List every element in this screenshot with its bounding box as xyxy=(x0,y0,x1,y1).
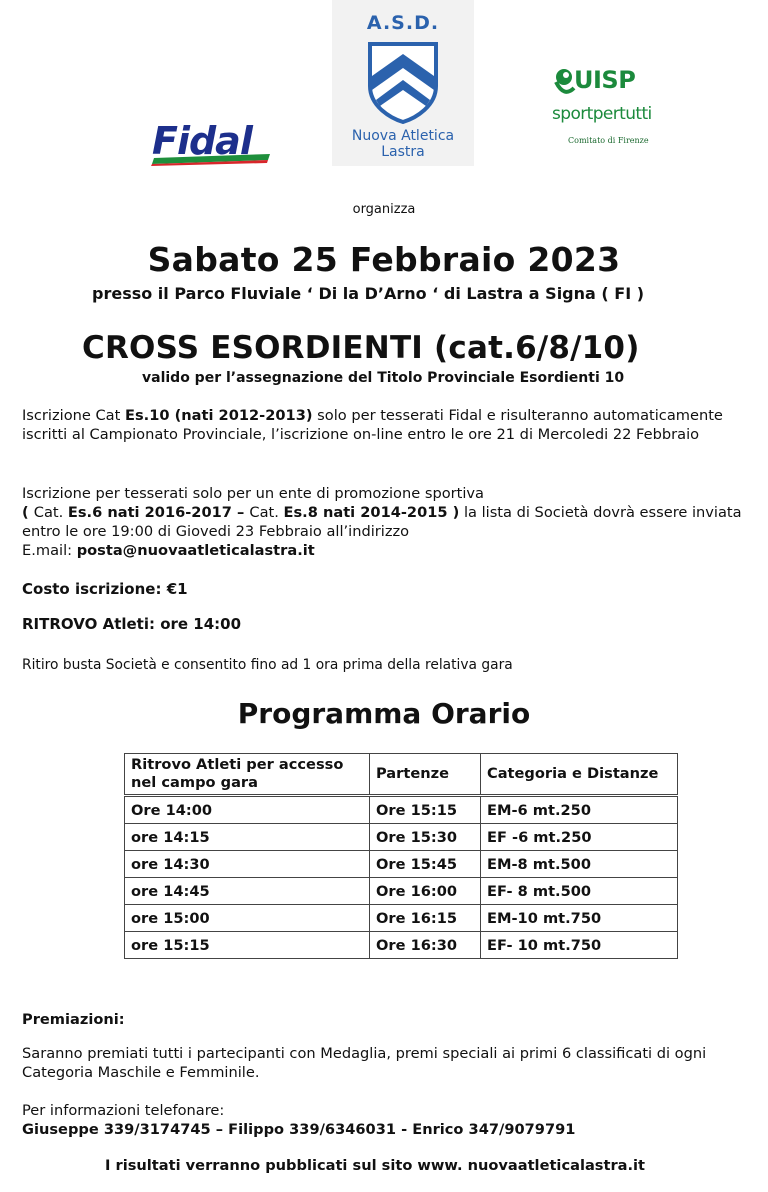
registration-paragraph-promo xyxy=(22,484,757,560)
start-time: Ore 15:30 xyxy=(370,824,481,851)
meeting-time: ore 14:45 xyxy=(125,878,370,905)
p2-cat-label-1: Cat. xyxy=(33,504,68,521)
p2-line1: Iscrizione per tesserati solo per un ente di promozione sportiva xyxy=(22,485,484,502)
header-start: Partenze xyxy=(370,754,481,796)
organizza-text: organizza xyxy=(352,202,416,217)
awards-text: Saranno premiati tutti i partecipanti con Medaglia, premi speciali ai primi 6 classificati di ogni Categoria Maschile e Femminile. xyxy=(22,1045,707,1081)
header-category: Categoria e Distanze xyxy=(481,754,678,796)
uisp-runner-icon xyxy=(550,68,576,98)
envelope-pickup-note: Ritiro busta Società e consentito fino ad 1 ora prima della relativa gara xyxy=(22,657,513,673)
category-distance: EM-8 mt.500 xyxy=(481,851,678,878)
results-website-note: I risultati verranno pubblicati sul sito www. nuovaatleticalastra.it xyxy=(105,1157,646,1174)
meeting-time: ore 14:30 xyxy=(125,851,370,878)
p1-category: Es.10 (nati 2012-2013) xyxy=(125,407,313,424)
awards-title: Premiazioni: xyxy=(22,1011,125,1028)
table-row xyxy=(125,905,678,932)
athletes-meeting-time: RITROVO Atleti: ore 14:00 xyxy=(22,615,242,633)
p2-text-g: la lista di Società dovrà essere inviata entro le ore 19:00 di Giovedi 23 Febbraio all’indirizzo xyxy=(22,504,742,540)
event-validity: valido per l’assegnazione del Titolo Provinciale Esordienti 10 xyxy=(142,370,625,386)
table-row xyxy=(125,932,678,959)
fidal-logo xyxy=(148,118,276,166)
start-time: Ore 15:45 xyxy=(370,851,481,878)
uisp-logo xyxy=(550,66,660,156)
category-distance: EM-10 mt.750 xyxy=(481,905,678,932)
asd-name-line1: Nuova Atletica xyxy=(351,128,455,144)
event-place: presso il Parco Fluviale ‘ Di la D’Arno ‘ di Lastra a Signa ( FI ) xyxy=(92,284,645,303)
table-row xyxy=(125,824,678,851)
uisp-tagline: sportpertutti xyxy=(552,104,652,124)
contact-info xyxy=(22,1101,757,1139)
registration-paragraph-fidal xyxy=(22,406,757,444)
fidal-logo-graphic xyxy=(148,118,276,166)
p2-es8: Es.8 nati 2014-2015 ) xyxy=(283,504,460,521)
p2-line2 xyxy=(22,503,757,541)
table-row xyxy=(125,796,678,824)
category-distance: EF- 8 mt.500 xyxy=(481,878,678,905)
start-time: Ore 16:15 xyxy=(370,905,481,932)
table-row xyxy=(125,851,678,878)
asd-title: A.S.D. xyxy=(366,12,440,34)
uisp-wordmark: UISP xyxy=(574,66,636,94)
uisp-committee: Comitato di Firenze xyxy=(568,136,649,145)
category-distance: EM-6 mt.250 xyxy=(481,796,678,824)
p2-cat-label-2: Cat. xyxy=(249,504,284,521)
email-label: E.mail: xyxy=(22,542,77,559)
p2-open-paren: ( xyxy=(22,504,34,521)
category-distance: EF- 10 mt.750 xyxy=(481,932,678,959)
start-time: Ore 16:30 xyxy=(370,932,481,959)
contact-numbers: Giuseppe 339/3174745 – Filippo 339/6346031 - Enrico 347/9079791 xyxy=(22,1121,576,1138)
table-row xyxy=(125,878,678,905)
asd-name-line2: Lastra xyxy=(381,144,425,160)
registration-cost: Costo iscrizione: €1 xyxy=(22,580,188,598)
header-meeting: Ritrovo Atleti per accesso nel campo gara xyxy=(125,754,370,796)
p1-text-c: solo per tesserati Fidal e risulteranno automaticamente iscritti al Campionato Provinciale, l’iscrizione on-line entro le ore 21 di Mercoledi 22 Febbraio xyxy=(22,407,723,443)
svg-text:Fidal: Fidal xyxy=(152,119,252,163)
event-title: CROSS ESORDIENTI (cat.6/8/10) xyxy=(82,330,640,366)
category-distance: EF -6 mt.250 xyxy=(481,824,678,851)
schedule-table xyxy=(124,753,678,959)
meeting-time: ore 15:00 xyxy=(125,905,370,932)
p2-email-line xyxy=(22,541,757,560)
schedule-title: Programma Orario xyxy=(237,697,531,730)
schedule-header-row xyxy=(125,754,678,796)
meeting-time: ore 15:15 xyxy=(125,932,370,959)
asd-logo xyxy=(332,0,474,166)
contact-label: Per informazioni telefonare: xyxy=(22,1102,225,1119)
meeting-time: ore 14:15 xyxy=(125,824,370,851)
start-time: Ore 15:15 xyxy=(370,796,481,824)
meeting-time: Ore 14:00 xyxy=(125,796,370,824)
p1-text-a: Iscrizione Cat xyxy=(22,407,125,424)
start-time: Ore 16:00 xyxy=(370,878,481,905)
event-date: Sabato 25 Febbraio 2023 xyxy=(147,240,621,279)
asd-name xyxy=(332,128,474,160)
shield-icon xyxy=(366,40,440,124)
p2-es6: Es.6 nati 2016-2017 – xyxy=(67,504,250,521)
email-address[interactable]: posta@nuovaatleticalastra.it xyxy=(76,542,315,559)
